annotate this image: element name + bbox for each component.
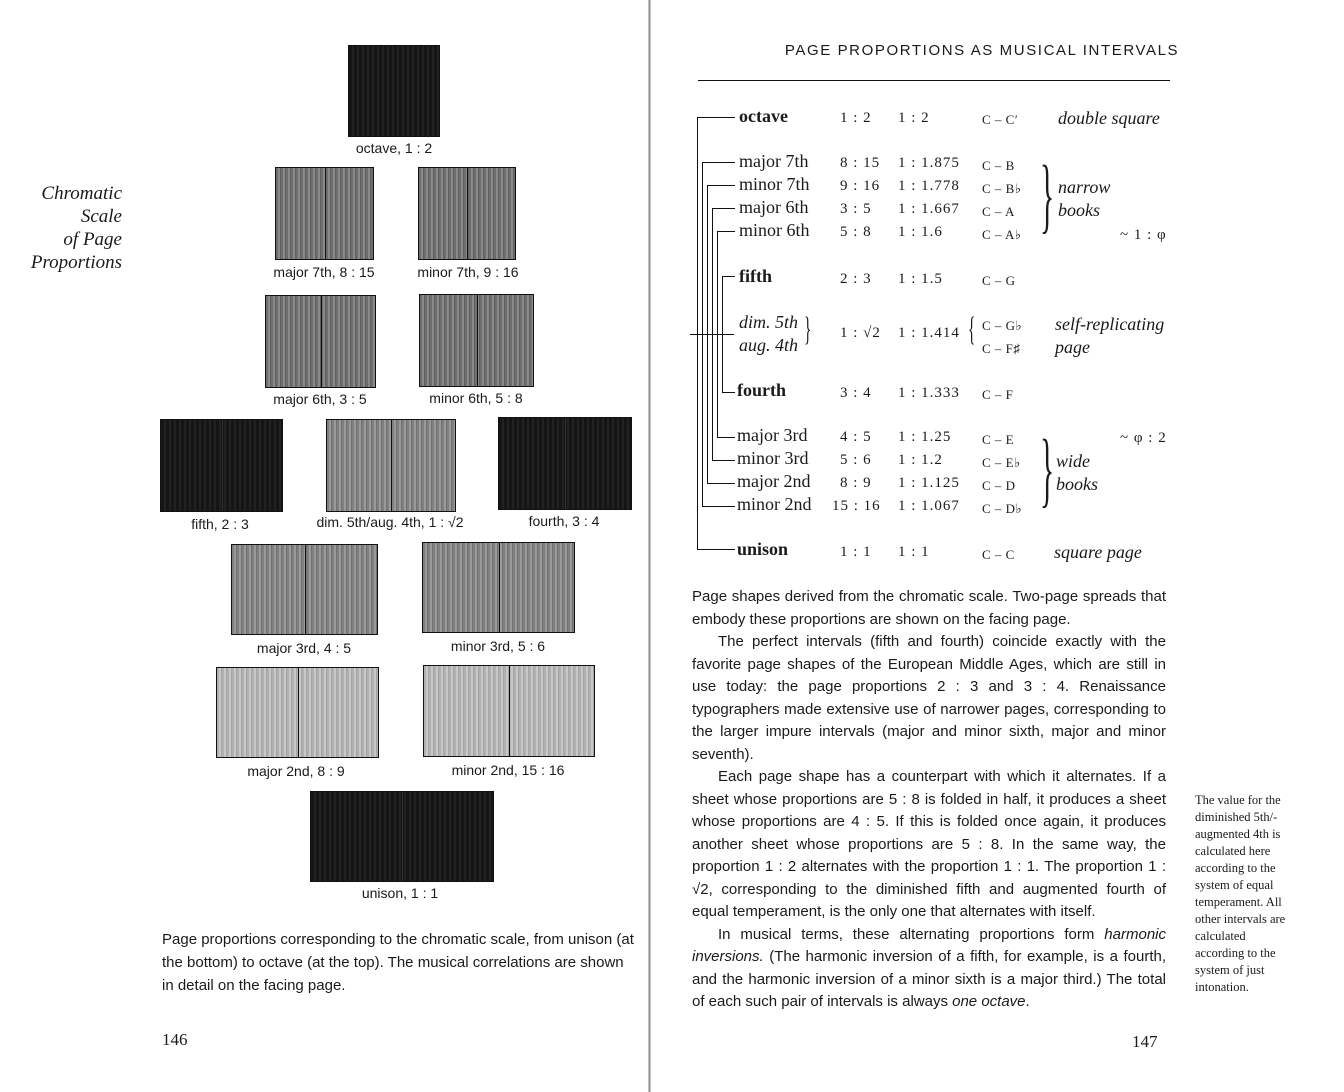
major-3rd-label: major 3rd, 4 : 5: [256, 640, 352, 656]
paragraph-2: The perfect intervals (fifth and fourth) coincide exactly with the favorite page shapes of the European Middle Ages, which are still in use today: the page proportions 2 : 3 and 3 : 4. Renaissance typographers made extensive use of narrower pages, corresponding to the larger impure intervals (major and minor sixth, major and minor seventh).: [692, 633, 1166, 763]
row-aug4-notes: C – F♯: [982, 341, 1021, 356]
row-minor2-notes: C – D♭: [982, 501, 1023, 516]
row-major3-decimal: 1 : 1.25: [898, 429, 952, 445]
fourth-shape: [498, 417, 632, 510]
row-dim5-ratio: 1 : √2: [840, 325, 881, 341]
row-unison-ratio: 1 : 1: [840, 544, 872, 560]
minor-2nd-shape: [423, 665, 595, 757]
octave-shape: [348, 45, 440, 137]
row-octave-ratio: 1 : 2: [840, 110, 872, 126]
row-minor7-ratio: 9 : 16: [840, 178, 881, 194]
major-3rd-shape: [231, 544, 378, 635]
unison-shape: [310, 791, 494, 882]
row-minor3-name: minor 3rd: [737, 448, 809, 468]
row-major2-notes: C – D: [982, 478, 1016, 493]
row-major6-decimal: 1 : 1.667: [898, 201, 960, 217]
paragraph-1: Page shapes derived from the chromatic scale. Two-page spreads that embody these proportions are shown on the facing page.: [692, 588, 1166, 628]
head-rule: [698, 80, 1170, 81]
paragraph-4: In musical terms, these alternating proportions form harmonic inversions. (The harmonic inversion of a fifth, for example, is a fourth, and the harmonic inversion of a minor sixth is a major third.) The total of each such pair of intervals is always one octave.: [692, 925, 1166, 1010]
row-dim5-desc: self-replicating: [1055, 314, 1165, 334]
row-unison-name: unison: [737, 539, 789, 559]
phi-lower: ~ φ : 2: [1120, 430, 1167, 446]
unison-label: unison, 1 : 1: [361, 885, 439, 901]
minor-7th-label: minor 7th, 9 : 16: [417, 264, 519, 280]
body-text: [692, 586, 1166, 1014]
narrow-books-line2: books: [1058, 200, 1100, 220]
side-title: Chromatic Scale of Page Proportions: [30, 183, 122, 273]
dim5-brace: }: [804, 311, 812, 348]
row-major3-name: major 3rd: [737, 425, 808, 445]
row-minor6-ratio: 5 : 8: [840, 224, 872, 240]
row-aug4-name: aug. 4th: [739, 335, 799, 355]
margin-note: The value for the diminished 5th/-augmented 4th is calculated here according to the system of equal temperament. All other intervals are calculated according to the system of just intonation.: [1195, 793, 1286, 994]
minor-6th-label: minor 6th, 5 : 8: [429, 390, 523, 406]
row-major6-name: major 6th: [739, 197, 809, 217]
row-major7-decimal: 1 : 1.875: [898, 155, 960, 171]
row-unison-decimal: 1 : 1: [898, 544, 930, 560]
row-minor7-notes: C – B♭: [982, 181, 1022, 196]
row-unison-notes: C – C: [982, 547, 1015, 562]
row-fifth-name: fifth: [739, 266, 772, 286]
wide-books-line1: wide: [1056, 451, 1090, 471]
row-fourth-name: fourth: [737, 380, 786, 400]
row-major2-name: major 2nd: [737, 471, 811, 491]
running-head: PAGE PROPORTIONS AS MUSICAL INTERVALS: [784, 42, 1180, 59]
fifth-shape: [160, 419, 283, 512]
row-minor2-ratio: 15 : 16: [832, 498, 881, 514]
row-fourth-notes: C – F: [982, 387, 1014, 402]
wide-books-brace: }: [1040, 423, 1055, 516]
folio-left: 146: [162, 1030, 188, 1049]
phi-upper: ~ 1 : φ: [1120, 227, 1167, 243]
row-dim5-notes: C – G♭: [982, 318, 1023, 333]
dim5-label: dim. 5th/aug. 4th, 1 : √2: [316, 514, 464, 530]
row-minor2-decimal: 1 : 1.067: [898, 498, 960, 514]
octave-label: octave, 1 : 2: [355, 140, 433, 156]
fourth-label: fourth, 3 : 4: [528, 513, 600, 529]
row-octave-decimal: 1 : 2: [898, 110, 930, 126]
row-major7-ratio: 8 : 15: [840, 155, 881, 171]
right-page: [652, 0, 1344, 1092]
row-major3-ratio: 4 : 5: [840, 429, 872, 445]
row-fifth-decimal: 1 : 1.5: [898, 271, 943, 287]
notes-brace: {: [968, 311, 976, 348]
row-octave-name: octave: [739, 106, 788, 126]
row-dim5-desc2: page: [1055, 337, 1090, 357]
row-minor7-decimal: 1 : 1.778: [898, 178, 960, 194]
row-major6-ratio: 3 : 5: [840, 201, 872, 217]
folio-right: 147: [1132, 1032, 1158, 1051]
minor-3rd-label: minor 3rd, 5 : 6: [450, 638, 546, 654]
row-major2-ratio: 8 : 9: [840, 475, 872, 491]
major-2nd-shape: [216, 667, 379, 758]
row-major6-notes: C – A: [982, 204, 1015, 219]
row-minor6-notes: C – A♭: [982, 227, 1022, 242]
narrow-books-line1: narrow: [1058, 177, 1111, 197]
narrow-books-brace: }: [1040, 149, 1055, 242]
major-2nd-label: major 2nd, 8 : 9: [247, 763, 345, 779]
row-major7-notes: C – B: [982, 158, 1015, 173]
minor-2nd-label: minor 2nd, 15 : 16: [451, 762, 565, 778]
row-fourth-decimal: 1 : 1.333: [898, 385, 960, 401]
row-minor3-ratio: 5 : 6: [840, 452, 872, 468]
minor-6th-shape: [419, 294, 534, 387]
row-minor2-name: minor 2nd: [737, 494, 812, 514]
row-major7-name: major 7th: [739, 151, 809, 171]
major-7th-label: major 7th, 8 : 15: [273, 264, 375, 280]
row-minor7-name: minor 7th: [739, 174, 810, 194]
paragraph-3: Each page shape has a counterpart with which it alternates. If a sheet whose proportions are 5 : 8 is folded in half, it produces a sheet whose proportions are 4 : 5. If this is folded once again, it produces another sheet whose proportions are 5 : 8. In the same way, the proportion 1 : 2 alternates with the proportion 1 : 1. The proportion 1 : √2, corresponding to the diminished fifth and augmented fourth of equal temperament, is the only one that alternates with itself.: [692, 768, 1166, 920]
row-minor6-decimal: 1 : 1.6: [898, 224, 943, 240]
left-page: [0, 0, 648, 1092]
wide-books-line2: books: [1056, 474, 1098, 494]
row-octave-notes: C – C′: [982, 112, 1019, 127]
row-minor3-decimal: 1 : 1.2: [898, 452, 943, 468]
gutter: [648, 0, 651, 1092]
row-fifth-ratio: 2 : 3: [840, 271, 872, 287]
minor-7th-shape: [418, 167, 516, 260]
left-caption: Page proportions corresponding to the chromatic scale, from unison (at the bottom) to octave (at the top). The musical correlations are shown in detail on the facing page.: [162, 931, 634, 994]
row-minor3-notes: C – E♭: [982, 455, 1021, 470]
row-major3-notes: C – E: [982, 432, 1015, 447]
dim5-shape: [326, 419, 456, 512]
major-6th-shape: [265, 295, 376, 388]
row-fourth-ratio: 3 : 4: [840, 385, 872, 401]
major-6th-label: major 6th, 3 : 5: [273, 391, 367, 407]
major-7th-shape: [275, 167, 374, 260]
row-minor6-name: minor 6th: [739, 220, 810, 240]
minor-3rd-shape: [422, 542, 575, 633]
fifth-label: fifth, 2 : 3: [191, 516, 249, 532]
row-dim5-name: dim. 5th: [739, 312, 799, 332]
row-unison-desc: square page: [1054, 542, 1142, 562]
row-octave-desc: double square: [1058, 108, 1160, 128]
row-dim5-decimal: 1 : 1.414: [898, 325, 960, 341]
row-major2-decimal: 1 : 1.125: [898, 475, 960, 491]
row-fifth-notes: C – G: [982, 273, 1016, 288]
